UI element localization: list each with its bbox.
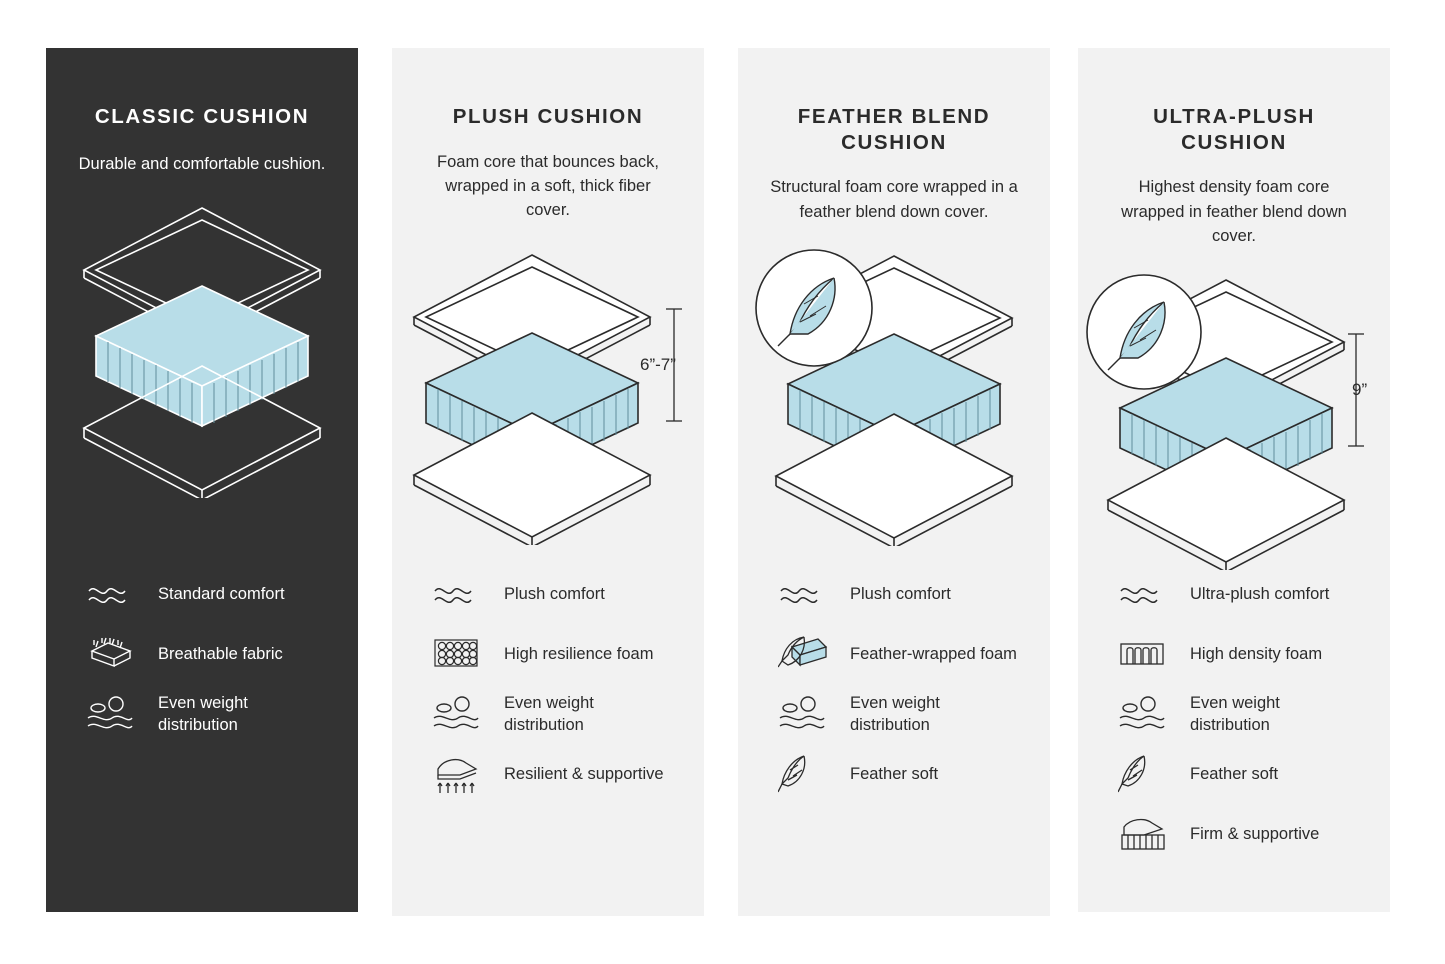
supportive-seat-icon (432, 752, 490, 796)
list-item-label: Plush comfort (850, 584, 951, 603)
card-description: Foam core that bounces back, wrapped in a soft, thick fiber cover. (437, 152, 659, 220)
page-title: PLUSH CUSHION (452, 105, 644, 128)
feather-wrapped-foam-icon (778, 632, 836, 676)
feature-list-ultra-plush (1078, 564, 1390, 864)
dimension-label: 6”-7” (640, 354, 676, 374)
list-item-label: Even weight distribution (158, 693, 248, 734)
list-item-label: Resilient & supportive (504, 764, 664, 783)
list-item (778, 684, 1022, 744)
feather-badge-icon (1087, 275, 1201, 389)
list-item-label: Plush comfort (504, 584, 605, 603)
list-item (1118, 744, 1362, 804)
list-item (1118, 804, 1362, 864)
weight-distribution-icon (1118, 692, 1176, 736)
card-description: Structural foam core wrapped in a feather blend down cover. (770, 178, 1018, 221)
list-item-label: Feather soft (850, 764, 939, 783)
list-item (1118, 624, 1362, 684)
card-plush-cushion (392, 48, 704, 916)
honeycomb-foam-icon (432, 632, 490, 676)
page-title: FEATHER BLEND CUSHION (797, 105, 991, 154)
dimension-label: 9” (1352, 380, 1368, 400)
card-description: Durable and comfortable cushion. (78, 154, 326, 173)
cushion-layer-diagram-plush (392, 245, 704, 545)
cushion-layer-diagram-feather-blend (738, 246, 1050, 546)
list-item-label: Breathable fabric (158, 644, 283, 663)
list-item (778, 624, 1022, 684)
card-ultra-plush-cushion (1078, 48, 1390, 912)
weight-distribution-icon (778, 692, 836, 736)
list-item (1118, 684, 1362, 744)
list-item (86, 624, 330, 684)
page-title: ULTRA-PLUSH CUSHION (1153, 105, 1315, 154)
list-item-label: High resilience foam (504, 644, 654, 663)
card-feather-blend-cushion (738, 48, 1050, 916)
list-item-label: Firm & supportive (1190, 824, 1320, 843)
firm-supportive-icon (1118, 812, 1176, 856)
page-title: CLASSIC CUSHION (94, 105, 310, 128)
card-classic-cushion (46, 48, 358, 912)
list-item-label: Standard comfort (158, 584, 285, 603)
cushion-layer-diagram-classic (46, 198, 358, 498)
list-item-label: High density foam (1190, 644, 1323, 663)
wave-icon (86, 572, 144, 616)
list-item (432, 684, 676, 744)
breathable-fabric-icon (86, 632, 144, 676)
list-item (86, 564, 330, 624)
list-item (778, 744, 1022, 804)
weight-distribution-icon (432, 692, 490, 736)
list-item-label: Feather-wrapped foam (850, 644, 1017, 663)
list-item-label: Even weight distribution (850, 693, 940, 734)
feature-list-plush (392, 564, 704, 804)
list-item-label: Even weight distribution (1190, 693, 1280, 734)
high-density-foam-icon (1118, 632, 1176, 676)
feather-icon (1118, 752, 1176, 796)
feather-badge-icon (756, 250, 872, 366)
wave-icon (778, 572, 836, 616)
card-description: Highest density foam core wrapped in feather blend down cover. (1121, 178, 1347, 246)
list-item (86, 684, 330, 744)
feature-list-classic (46, 564, 358, 744)
list-item (432, 624, 676, 684)
list-item (1118, 564, 1362, 624)
list-item-label: Even weight distribution (504, 693, 594, 734)
list-item (432, 564, 676, 624)
wave-icon (432, 572, 490, 616)
list-item-label: Ultra-plush comfort (1190, 584, 1330, 603)
list-item (778, 564, 1022, 624)
cushion-layer-diagram-ultra-plush (1078, 270, 1390, 570)
list-item (432, 744, 676, 804)
feather-icon (778, 752, 836, 796)
feature-list-feather-blend (738, 564, 1050, 804)
weight-distribution-icon (86, 692, 144, 736)
wave-icon (1118, 572, 1176, 616)
list-item-label: Feather soft (1190, 764, 1279, 783)
